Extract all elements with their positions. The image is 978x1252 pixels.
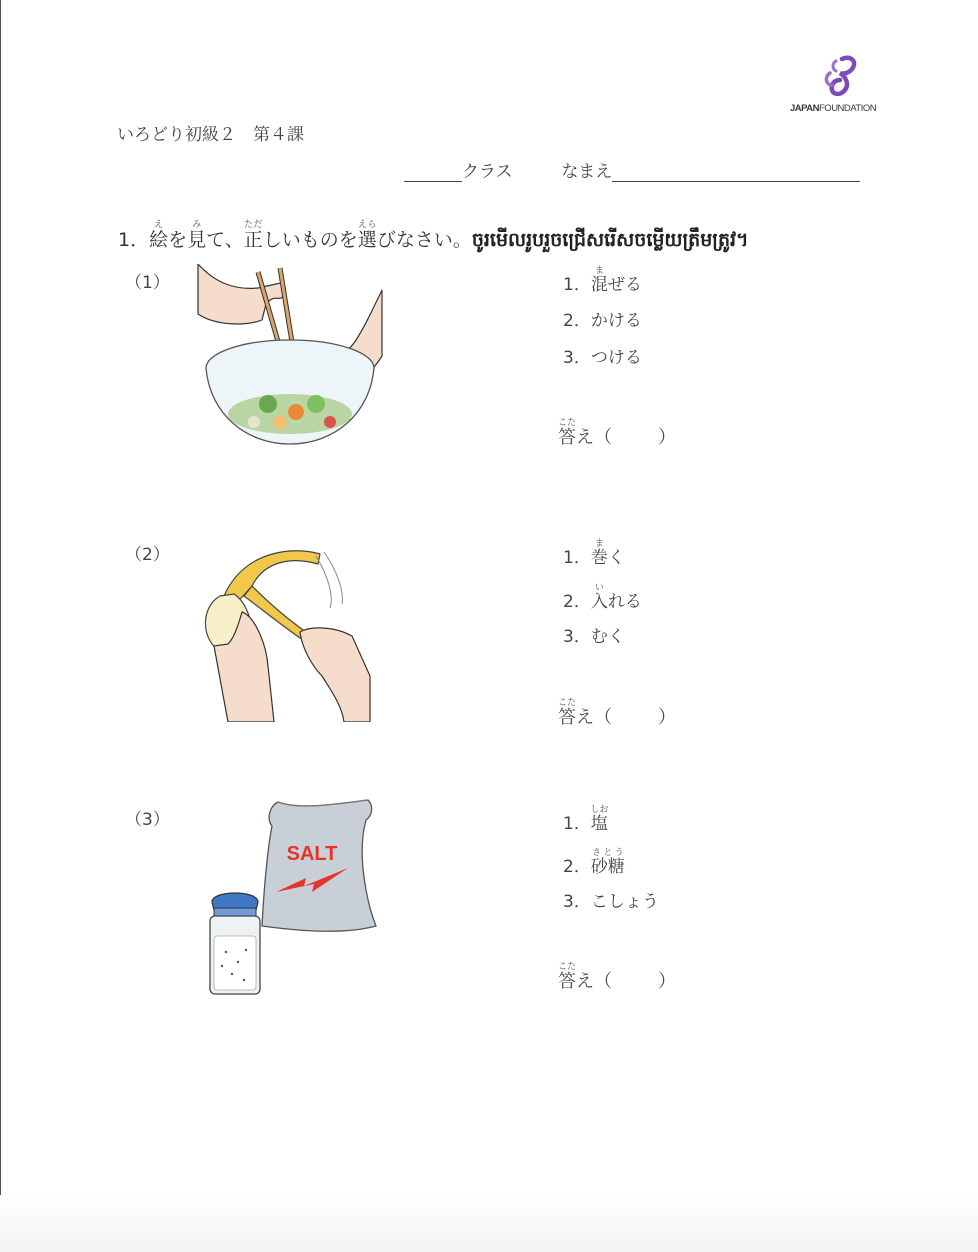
- butterfly-icon: [822, 55, 864, 101]
- item-3-option-2: 2．砂糖さとう: [563, 848, 625, 877]
- banana-peeling-illustration: [194, 546, 374, 722]
- item-2-answer: 答こたえ（ ）: [558, 698, 676, 728]
- lesson-title: いろどり初級２ 第４課: [117, 125, 304, 145]
- name-label: なまえ: [561, 162, 613, 182]
- item-1-label: （1）: [125, 273, 170, 293]
- item-2-option-1: 1．巻まく: [563, 539, 625, 568]
- khmer-instruction: ចូរមើលរូបរួចជ្រើសរើសចម្លើយត្រឹមត្រូវ។: [471, 229, 749, 251]
- question-instruction: 1．絵えを見みて、正ただしいものを選えらびなさい。ចូរមើលរូបរួចជ្រើសរើសចម្លើយត្រឹមត្រូវ។: [118, 220, 749, 251]
- item-3-answer: 答こたえ（ ）: [558, 962, 676, 992]
- page-left-edge: [0, 0, 1, 1252]
- class-blank: [404, 163, 462, 182]
- salad-mixing-illustration: [196, 264, 388, 454]
- item-2-option-2: 2．入いれる: [563, 583, 642, 612]
- item-1-option-3: 3．つける: [563, 348, 642, 368]
- item-3-option-1: 1．塩しお: [563, 805, 609, 834]
- salt-and-shaker-illustration: [206, 796, 382, 1000]
- name-blank: [612, 163, 860, 182]
- japan-foundation-logo: [790, 55, 877, 117]
- item-1-option-2: 2．かける: [563, 311, 642, 331]
- class-label: クラス: [462, 162, 513, 182]
- item-2-label: （2）: [125, 545, 170, 565]
- page-bottom-shadow: [0, 1195, 978, 1252]
- salt-bag-label: SALT: [286, 843, 338, 865]
- class-name-line: [404, 157, 860, 182]
- item-2-option-3: 3．むく: [563, 627, 625, 647]
- item-1-option-1: 1．混まぜる: [563, 266, 642, 295]
- item-3-option-3: 3．こしょう: [563, 892, 659, 912]
- item-1-answer: 答こたえ（ ）: [558, 418, 676, 448]
- logo-wordmark: JAPANFOUNDATION: [790, 103, 877, 114]
- item-3-label: （3）: [125, 810, 170, 830]
